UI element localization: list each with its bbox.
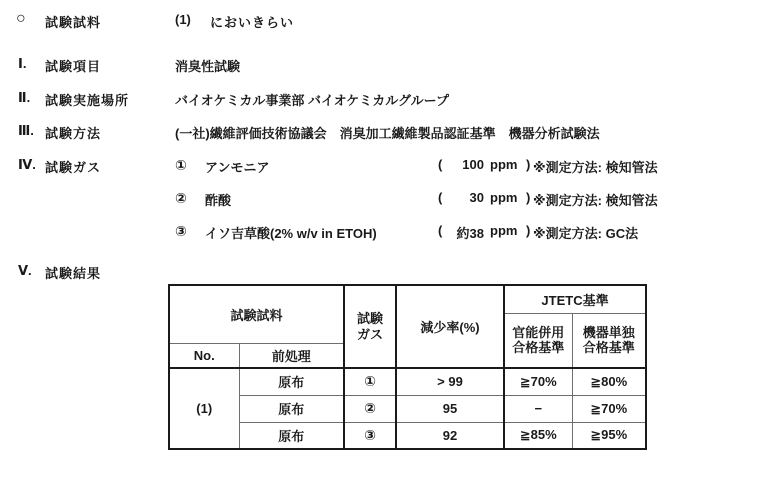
circled-number-icon: ① [175,157,187,173]
results-table [168,284,647,450]
field-numeral: Ⅱ. [18,90,31,105]
cell-instrument: ≧95% [572,422,646,449]
results-heading-label: 試験結果 [45,266,102,281]
field-row-test-site [0,90,770,108]
gas-row-2 [0,190,770,208]
cell-sensory: ≧85% [504,422,572,449]
field-label: 試験実施場所 [45,93,130,108]
cell-reduction: 92 [396,422,504,449]
sample-name: においきらい [210,15,295,30]
gas-name: アンモニア [205,160,270,175]
circle-marker-icon: ○ [16,10,26,27]
paren-close: ) [526,190,531,205]
sample-label: 試験試料 [45,15,102,30]
measurement-method-note: ※測定方法: GC法 [533,226,639,241]
field-value: バイオケミカル事業部 バイオケミカルグループ [175,93,450,108]
header-reduction-rate: 減少率(%) [396,285,504,368]
field-label: 試験方法 [45,126,102,141]
concentration-value: 100 [462,157,484,172]
field-numeral: Ⅳ. [18,157,36,172]
cell-pretreatment: 原布 [239,395,344,422]
header-sensory-standard [504,313,572,368]
header-instrument-line1: 機器単独 [582,324,635,340]
header-pretreatment: 前処理 [239,343,344,368]
cell-sensory: ≧70% [504,368,572,395]
gas-concentration [438,223,534,239]
circled-number-icon: ② [175,190,187,206]
table-row [169,368,646,395]
header-instrument-standard [572,313,646,368]
cell-instrument: ≧70% [572,395,646,422]
header-sample-group: 試験試料 [169,285,344,343]
concentration-value: 約38 [456,226,484,241]
paren-open: ( [438,223,443,238]
measurement-method-note: ※測定方法: 検知管法 [533,160,658,175]
header-jtetc-standard: JTETC基準 [504,285,646,313]
paren-close: ) [526,157,531,172]
field-value: (一社)繊維評価技術協議会 消臭加工繊維製品認証基準 機器分析試験法 [175,126,600,141]
concentration-unit: ppm [490,190,518,205]
paren-open: ( [438,190,443,205]
circled-number-icon: ③ [175,223,187,239]
header-test-gas-line2: ガス [356,326,383,342]
header-test-gas [344,285,396,368]
gas-row-3 [0,223,770,241]
cell-gas: ② [344,395,396,422]
gas-name: 酢酸 [205,193,232,208]
concentration-unit: ppm [490,223,518,238]
gas-name: イソ吉草酸(2% w/v in ETOH) [205,226,377,241]
gas-concentration [438,190,534,206]
field-numeral: Ⅴ. [18,263,32,278]
gas-concentration [438,157,534,173]
sample-number: (1) [175,12,191,27]
cell-gas: ① [344,368,396,395]
field-label: 試験ガス [45,160,102,175]
cell-sensory: − [504,395,572,422]
results-heading-row [0,263,770,281]
cell-pretreatment: 原布 [239,422,344,449]
cell-pretreatment: 原布 [239,368,344,395]
gas-row-1 [0,157,770,175]
header-test-gas-line1: 試験 [356,310,383,326]
cell-sample-no: (1) [169,368,239,449]
table-row [169,395,646,422]
paren-close: ) [526,223,531,238]
cell-gas: ③ [344,422,396,449]
table-row [169,422,646,449]
field-row-test-method [0,123,770,141]
header-sensory-line1: 官能併用 [512,324,565,340]
concentration-unit: ppm [490,157,518,172]
field-numeral: Ⅲ. [18,123,34,138]
field-value: 消臭性試験 [175,59,241,74]
header-sensory-line2: 合格基準 [512,340,565,356]
paren-open: ( [438,157,443,172]
sample-row [0,12,770,30]
field-row-test-item [0,56,770,74]
cell-reduction: 95 [396,395,504,422]
header-instrument-line2: 合格基準 [582,340,635,356]
cell-reduction: > 99 [396,368,504,395]
measurement-method-note: ※測定方法: 検知管法 [533,193,658,208]
cell-instrument: ≧80% [572,368,646,395]
field-label: 試験項目 [45,59,102,74]
header-no: No. [169,343,239,368]
field-numeral: Ⅰ. [18,56,27,71]
concentration-value: 30 [469,190,484,205]
